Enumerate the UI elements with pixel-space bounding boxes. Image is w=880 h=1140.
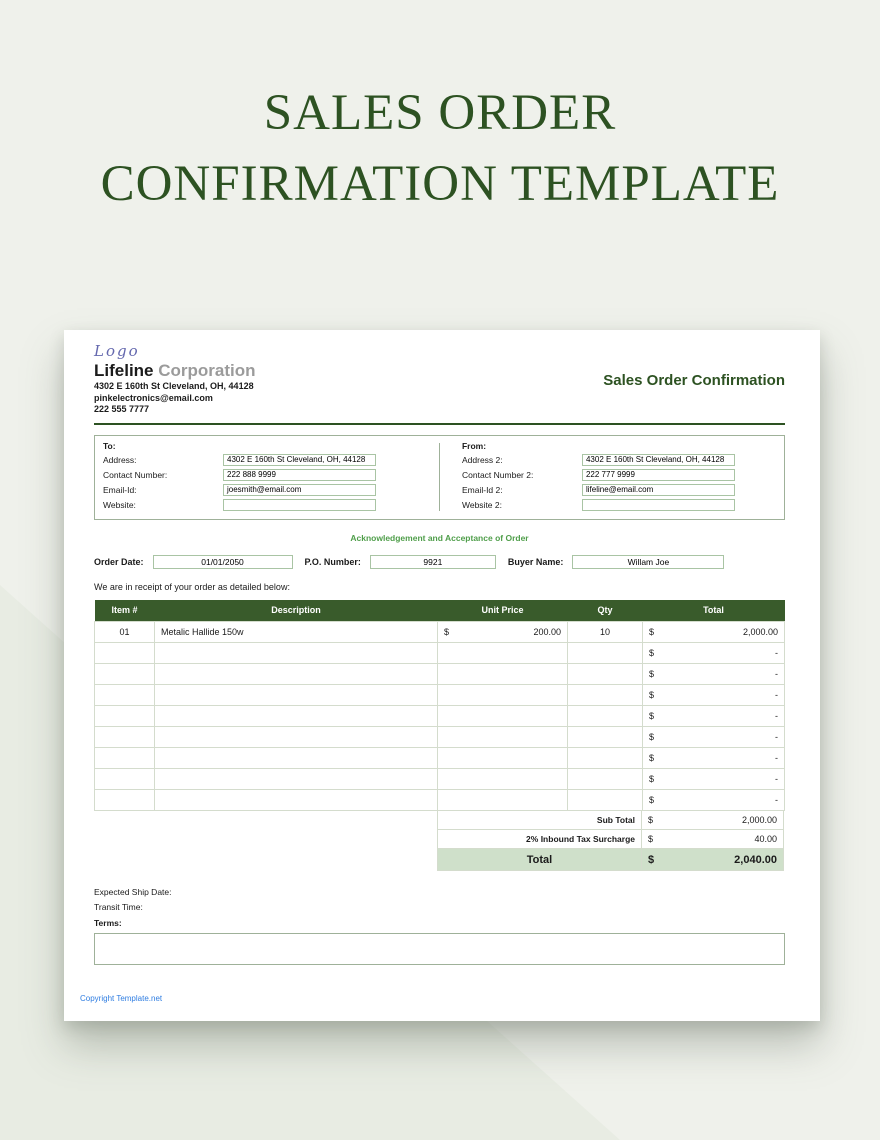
company-address: 4302 E 160th St Cleveland, OH, 44128: [94, 381, 254, 391]
field-row: [462, 484, 776, 496]
items-table-header: [95, 600, 785, 621]
empty-total-value: -: [775, 731, 778, 742]
document-header: [94, 342, 785, 416]
from-address-label: Address 2:: [461, 455, 503, 466]
table-row-empty: [95, 768, 785, 789]
description-cell[interactable]: [155, 768, 438, 789]
item-cell[interactable]: [95, 726, 155, 747]
empty-total-value: -: [775, 773, 778, 784]
from-heading: From:: [461, 441, 487, 452]
page-title: [0, 78, 880, 221]
from-contact-label: Contact Number 2:: [461, 470, 534, 481]
description-cell[interactable]: Metalic Hallide 150w: [155, 621, 438, 642]
terms-label: Terms:: [94, 917, 122, 928]
tax-value-cell[interactable]: [642, 829, 784, 849]
item-cell[interactable]: [95, 768, 155, 789]
subtotal-value: 2,000.00: [741, 814, 777, 825]
description-cell[interactable]: [155, 789, 438, 810]
to-section: [103, 441, 439, 513]
subtotal-value-cell[interactable]: [642, 810, 784, 830]
item-cell[interactable]: [95, 747, 155, 768]
unit-price-cell[interactable]: [438, 684, 568, 705]
table-row-empty: [95, 747, 785, 768]
po-number-input[interactable]: 9921: [370, 555, 496, 569]
table-row-empty: [95, 684, 785, 705]
description-cell[interactable]: [155, 663, 438, 684]
unit-price-cell[interactable]: [438, 705, 568, 726]
from-email-input[interactable]: lifeline@email.com: [582, 484, 735, 496]
field-row: [103, 484, 439, 496]
item-cell[interactable]: [95, 642, 155, 663]
field-row: [462, 469, 776, 481]
company-phone: 222 555 7777: [94, 404, 150, 415]
description-cell[interactable]: [155, 642, 438, 663]
to-address-label: Address:: [103, 455, 137, 466]
total-cell[interactable]: [643, 621, 785, 642]
tax-row: [437, 829, 784, 849]
company-name-main: Lifeline: [94, 361, 154, 380]
table-row-empty: [95, 663, 785, 684]
qty-cell[interactable]: [568, 684, 643, 705]
table-row-empty: [95, 705, 785, 726]
currency-symbol: $: [649, 626, 655, 637]
items-table-body: [95, 621, 785, 810]
tax-label: 2% Inbound Tax Surcharge: [437, 829, 642, 849]
unit-price-cell[interactable]: [438, 621, 568, 642]
qty-cell[interactable]: [568, 642, 643, 663]
header-item: Item #: [95, 600, 155, 621]
to-website-label: Website:: [103, 500, 136, 511]
empty-total-value: -: [775, 689, 778, 700]
company-email: pinkelectronics@email.com: [94, 392, 213, 403]
from-section: [440, 441, 776, 513]
order-date-label: Order Date:: [94, 557, 144, 568]
currency-symbol: $: [649, 773, 655, 784]
total-value: 2,000.00: [742, 626, 778, 637]
currency-symbol: $: [649, 731, 655, 742]
unit-price-cell[interactable]: [438, 642, 568, 663]
description-cell[interactable]: [155, 705, 438, 726]
grand-total-value-cell: [642, 848, 784, 871]
company-block: [94, 342, 256, 416]
copyright-link[interactable]: Copyright Template.net: [80, 994, 163, 1003]
to-from-box: [94, 435, 785, 520]
total-cell[interactable]: [643, 663, 785, 684]
empty-total-value: -: [775, 794, 778, 805]
header-description: Description: [155, 600, 438, 621]
items-table: [94, 600, 785, 811]
unit-price-cell[interactable]: [438, 663, 568, 684]
item-cell[interactable]: 01: [95, 621, 155, 642]
subtotal-label: Sub Total: [437, 810, 642, 830]
acknowledgement-line: Acknowledgement and Acceptance of Order: [350, 533, 529, 544]
company-logo: Logo: [94, 342, 140, 360]
field-row: [103, 454, 439, 466]
transit-time-label: Transit Time:: [94, 901, 143, 912]
empty-total-value: -: [775, 752, 778, 763]
table-row: [95, 621, 785, 642]
total-cell[interactable]: [643, 642, 785, 663]
unit-price-cell[interactable]: [438, 726, 568, 747]
currency-symbol: $: [649, 710, 655, 721]
page-title-line1: SALES ORDER: [263, 85, 617, 141]
company-name: [94, 361, 256, 381]
table-row-empty: [95, 642, 785, 663]
unit-price-cell[interactable]: [438, 747, 568, 768]
to-address-input[interactable]: 4302 E 160th St Cleveland, OH, 44128: [223, 454, 376, 466]
item-cell[interactable]: [95, 705, 155, 726]
item-cell[interactable]: [95, 663, 155, 684]
po-number-label: P.O. Number:: [304, 557, 361, 568]
field-row: [462, 499, 776, 511]
qty-cell[interactable]: 10: [568, 621, 643, 642]
field-row: [103, 469, 439, 481]
buyer-name-input[interactable]: Willam Joe: [572, 555, 724, 569]
total-cell[interactable]: [643, 789, 785, 810]
currency-symbol: $: [649, 752, 655, 763]
grand-total-value: 2,040.00: [734, 853, 777, 866]
empty-total-value: -: [775, 647, 778, 658]
from-website-input[interactable]: [582, 499, 735, 511]
total-cell[interactable]: [643, 705, 785, 726]
header-unit-price: Unit Price: [438, 600, 568, 621]
currency-symbol: $: [444, 626, 450, 637]
empty-total-value: -: [775, 668, 778, 679]
grand-total-row: [437, 848, 784, 871]
total-cell[interactable]: [643, 684, 785, 705]
grand-total-label: Total: [437, 848, 642, 871]
qty-cell[interactable]: [568, 705, 643, 726]
table-row-empty: [95, 789, 785, 810]
header-total: Total: [643, 600, 785, 621]
subtotal-row: [437, 810, 784, 830]
qty-cell[interactable]: [568, 726, 643, 747]
tax-value: 40.00: [754, 833, 777, 844]
to-email-label: Email-Id:: [103, 485, 137, 496]
field-row: [103, 499, 439, 511]
unit-price-cell[interactable]: [438, 789, 568, 810]
expected-ship-date-label: Expected Ship Date:: [94, 886, 172, 897]
to-heading: To:: [103, 441, 116, 452]
company-name-suffix: Corporation: [158, 361, 256, 380]
to-contact-input[interactable]: 222 888 9999: [223, 469, 376, 481]
buyer-name-label: Buyer Name:: [507, 557, 564, 568]
unit-price-value: 200.00: [533, 626, 561, 637]
total-cell[interactable]: [643, 747, 785, 768]
qty-cell[interactable]: [568, 663, 643, 684]
from-contact-input[interactable]: 222 777 9999: [582, 469, 735, 481]
currency-symbol: $: [649, 647, 655, 658]
item-cell[interactable]: [95, 789, 155, 810]
from-email-label: Email-Id 2:: [461, 485, 503, 496]
table-row-empty: [95, 726, 785, 747]
to-website-input[interactable]: [223, 499, 376, 511]
terms-input-box[interactable]: [94, 933, 785, 965]
empty-total-value: -: [775, 710, 778, 721]
from-address-input[interactable]: 4302 E 160th St Cleveland, OH, 44128: [582, 454, 735, 466]
header-divider: [94, 423, 785, 425]
currency-symbol: $: [649, 689, 655, 700]
qty-cell[interactable]: [568, 768, 643, 789]
description-cell[interactable]: [155, 747, 438, 768]
qty-cell[interactable]: [568, 747, 643, 768]
field-row: [462, 454, 776, 466]
order-date-input[interactable]: 01/01/2050: [153, 555, 293, 569]
to-email-input[interactable]: joesmith@email.com: [223, 484, 376, 496]
order-info-row: [94, 555, 785, 569]
to-contact-label: Contact Number:: [103, 470, 168, 481]
description-cell[interactable]: [155, 684, 438, 705]
document-paper: [64, 330, 820, 1021]
currency-symbol: $: [648, 853, 655, 866]
item-cell[interactable]: [95, 684, 155, 705]
total-cell[interactable]: [643, 768, 785, 789]
page-title-line2: CONFIRMATION TEMPLATE: [100, 156, 780, 213]
currency-symbol: $: [649, 794, 655, 805]
header-qty: Qty: [568, 600, 643, 621]
summary-section: [437, 810, 784, 871]
qty-cell[interactable]: [568, 789, 643, 810]
total-cell[interactable]: [643, 726, 785, 747]
currency-symbol: $: [649, 668, 655, 679]
currency-symbol: $: [648, 833, 654, 844]
description-cell[interactable]: [155, 726, 438, 747]
document-title: Sales Order Confirmation: [603, 372, 785, 389]
unit-price-cell[interactable]: [438, 768, 568, 789]
receipt-note: We are in receipt of your order as detailed below:: [94, 582, 290, 593]
from-website-label: Website 2:: [461, 500, 502, 511]
currency-symbol: $: [648, 814, 654, 825]
